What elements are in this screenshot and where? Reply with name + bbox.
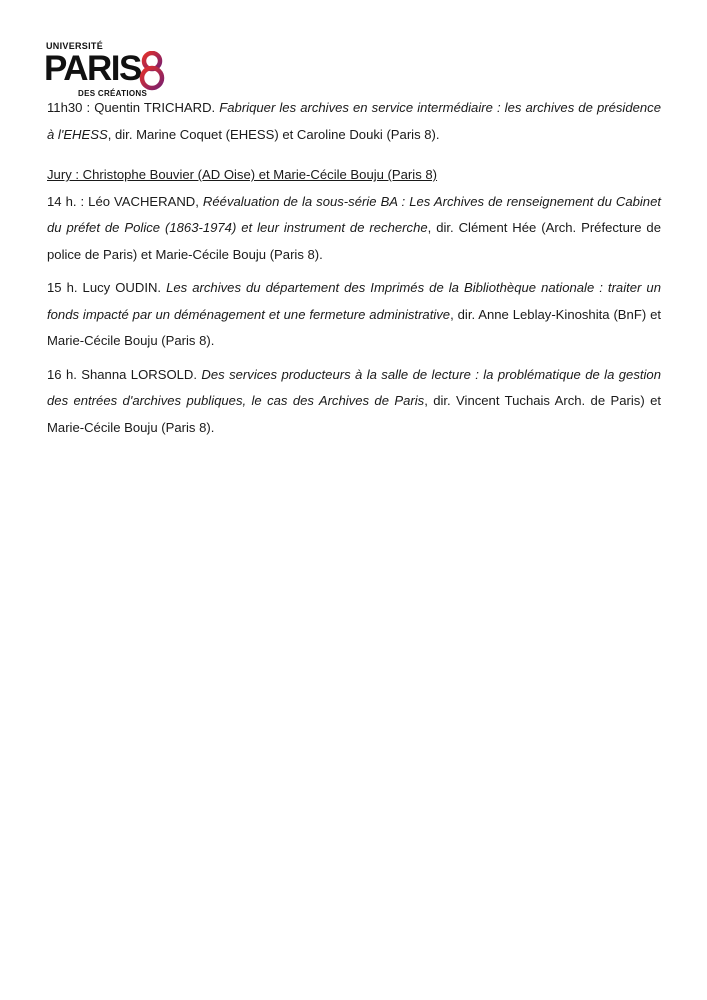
logo-bottom-text: DES CRÉATIONS (78, 89, 148, 98)
paris8-eight-icon (134, 51, 170, 91)
logo-main-text: PARIS (44, 49, 141, 88)
entry-lorsold: 16 h. Shanna LORSOLD. Des services producteurs à la salle de lecture : la problématique de la gestion des entrées d'archives publiques, le cas des Archives de Paris, dir. Vincent Tuchais Arch. de Paris) et Marie-Cécile Bouju (Paris 8). (47, 366, 661, 435)
entry-vacherand: 14 h. : Léo VACHERAND, Réévaluation de la sous-série BA : Les Archives de renseignement du Cabinet du préfet de Police (1863-1974) et leur instrument de recherche, dir. Clément Hée (Arch. Préfecture de police de Paris) et Marie-Cécile Bouju (Paris 8). (47, 193, 661, 262)
entry-oudin: 15 h. Lucy OUDIN. Les archives du département des Imprimés de la Bibliothèque nationale : traiter un fonds impacté par un déménagement et une fermeture administrative, dir. Anne Leblay-Kinoshita (BnF) et Marie-Cécile Bouju (Paris 8). (47, 280, 661, 348)
document-body (47, 95, 661, 441)
jury-line: Jury : Christophe Bouvier (AD Oise) et Marie-Cécile Bouju (Paris 8) (47, 167, 438, 182)
university-logo (44, 41, 174, 101)
entry-trichard: 11h30 : Quentin TRICHARD. Fabriquer les archives en service intermédiaire : les archives de présidence à l'EHESS, dir. Marine Coquet (EHESS) et Caroline Douki (Paris 8). (47, 100, 661, 142)
logo-top-text: UNIVERSITÉ (46, 41, 104, 51)
